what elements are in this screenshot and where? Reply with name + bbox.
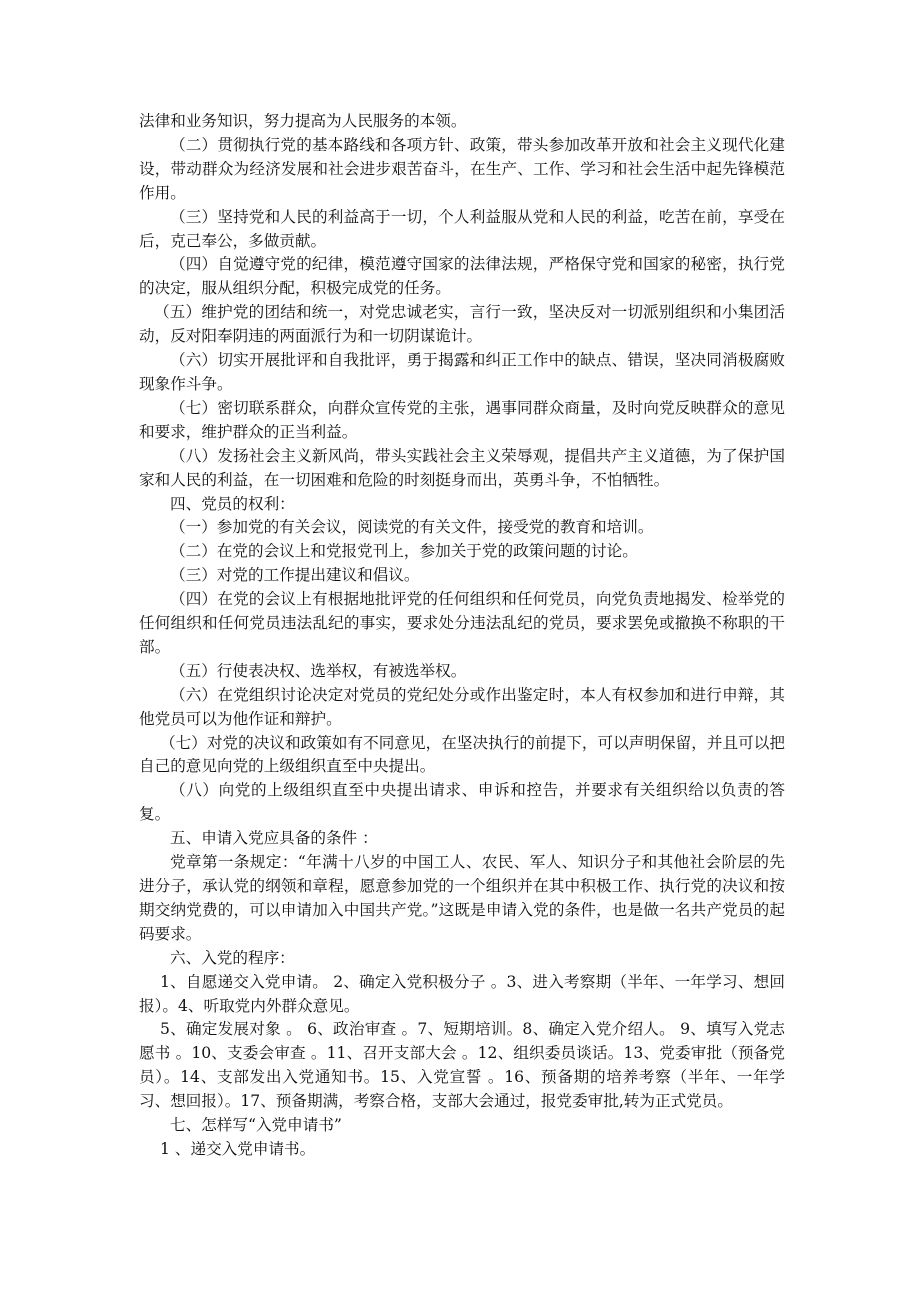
- paragraph: （七）对党的决议和政策如有不同意见，在坚决执行的前提下，可以声明保留，并且可以把自己的意见向党的上级组织直至中央提出。: [139, 733, 785, 776]
- paragraph: （二）贯彻执行党的基本路线和各项方针、政策，带头参加改革开放和社会主义现代化建设，带动群众为经济发展和社会进步艰苦奋斗，在生产、工作、学习和社会生活中起先锋模范作用。: [139, 135, 785, 202]
- paragraph: （二）在党的会议上和党报党刊上，参加关于党的政策问题的讨论。: [170, 542, 638, 561]
- section-heading: 四、党员的权利：: [170, 494, 295, 513]
- document-body: [139, 110, 785, 1162]
- paragraph: （八）发扬社会主义新风尚，带头实践社会主义荣辱观，提倡共产主义道德，为了保护国家和人民的利益，在一切困难和危险的时刻挺身而出，英勇斗争，不怕牺牲。: [139, 446, 785, 489]
- paragraph: 1 、递交入党申请书。: [160, 1139, 316, 1158]
- section-heading: 七、怎样写“入党申请书”: [170, 1116, 342, 1135]
- paragraph: （六）在党组织讨论决定对党员的党纪处分或作出鉴定时，本人有权参加和进行申辩，其他党员可以为他作证和辩护。: [139, 685, 785, 728]
- paragraph: （八）向党的上级组织直至中央提出请求、申诉和控告，并要求有关组织给以负责的答复。: [139, 781, 785, 824]
- paragraph: （六）切实开展批评和自我批评，勇于揭露和纠正工作中的缺点、错误，坚决同消极腐败现象作斗争。: [139, 351, 785, 393]
- paragraph: 1、自愿递交入党申请。 2、确定入党积极分子 。3、进入考察期（半年、一年学习、想回报）。4、听取党内外群众意见。: [139, 972, 785, 1015]
- paragraph: （一）参加党的有关会议，阅读党的有关文件，接受党的教育和培训。: [170, 518, 654, 537]
- paragraph: （四）在党的会议上有根据地批评党的任何组织和任何党员，向党负责地揭发、检举党的任何组织和任何党员违法乱纪的事实，要求处分违法乱纪的党员，要求罢免或撤换不称职的干部。: [139, 590, 785, 656]
- paragraph: （四）自觉遵守党的纪律，模范遵守国家的法律法规，严格保守党和国家的秘密，执行党的决定，服从组织分配，积极完成党的任务。: [139, 255, 785, 298]
- paragraph: 党章第一条规定：“年满十八岁的中国工人、农民、军人、知识分子和其他社会阶层的先进分子，承认党的纲领和章程，愿意参加党的一个组织并在其中积极工作、执行党的决议和按期交纳党费的，可以申请加入中国共产党。”这既是申请入党的条件，也是做一名共产党员的起码要求。: [139, 853, 785, 943]
- paragraph: （三）对党的工作提出建议和倡议。: [170, 566, 420, 585]
- section-heading: 六、入党的程序：: [170, 948, 295, 967]
- paragraph: 法律和业务知识，努力提高为人民服务的本领。: [139, 112, 467, 130]
- paragraph: （七）密切联系群众，向群众宣传党的主张，遇事同群众商量，及时向党反映群众的意见和要求，维护群众的正当利益。: [139, 398, 785, 441]
- section-heading: 五、申请入党应具备的条件 ：: [170, 829, 378, 848]
- paragraph: （三）坚持党和人民的利益高于一切，个人利益服从党和人民的利益，吃苦在前，享受在后，克己奉公，多做贡献。: [139, 207, 785, 250]
- paragraph: （五）维护党的团结和统一，对党忠诚老实，言行一致，坚决反对一切派别组织和小集团活动，反对阳奉阴违的两面派行为和一切阴谋诡计。: [139, 303, 785, 346]
- paragraph: 5、确定发展对象 。 6、政治审查 。7、短期培训。8、确定入党介绍人。 9、填写入党志愿书 。10、支委会审查 。11、召开支部大会 。12、组织委员谈话。13、党委审批（预备党员）。14、支部发出入党通知书。15、入党宣誓 。16、预备期的培养考察（半年、一年学习、想回报）。17、预备期满，考察合格，支部大会通过，报党委审批,转为正式党员。: [139, 1020, 785, 1111]
- paragraph: （五）行使表决权、选举权，有被选举权。: [170, 661, 467, 680]
